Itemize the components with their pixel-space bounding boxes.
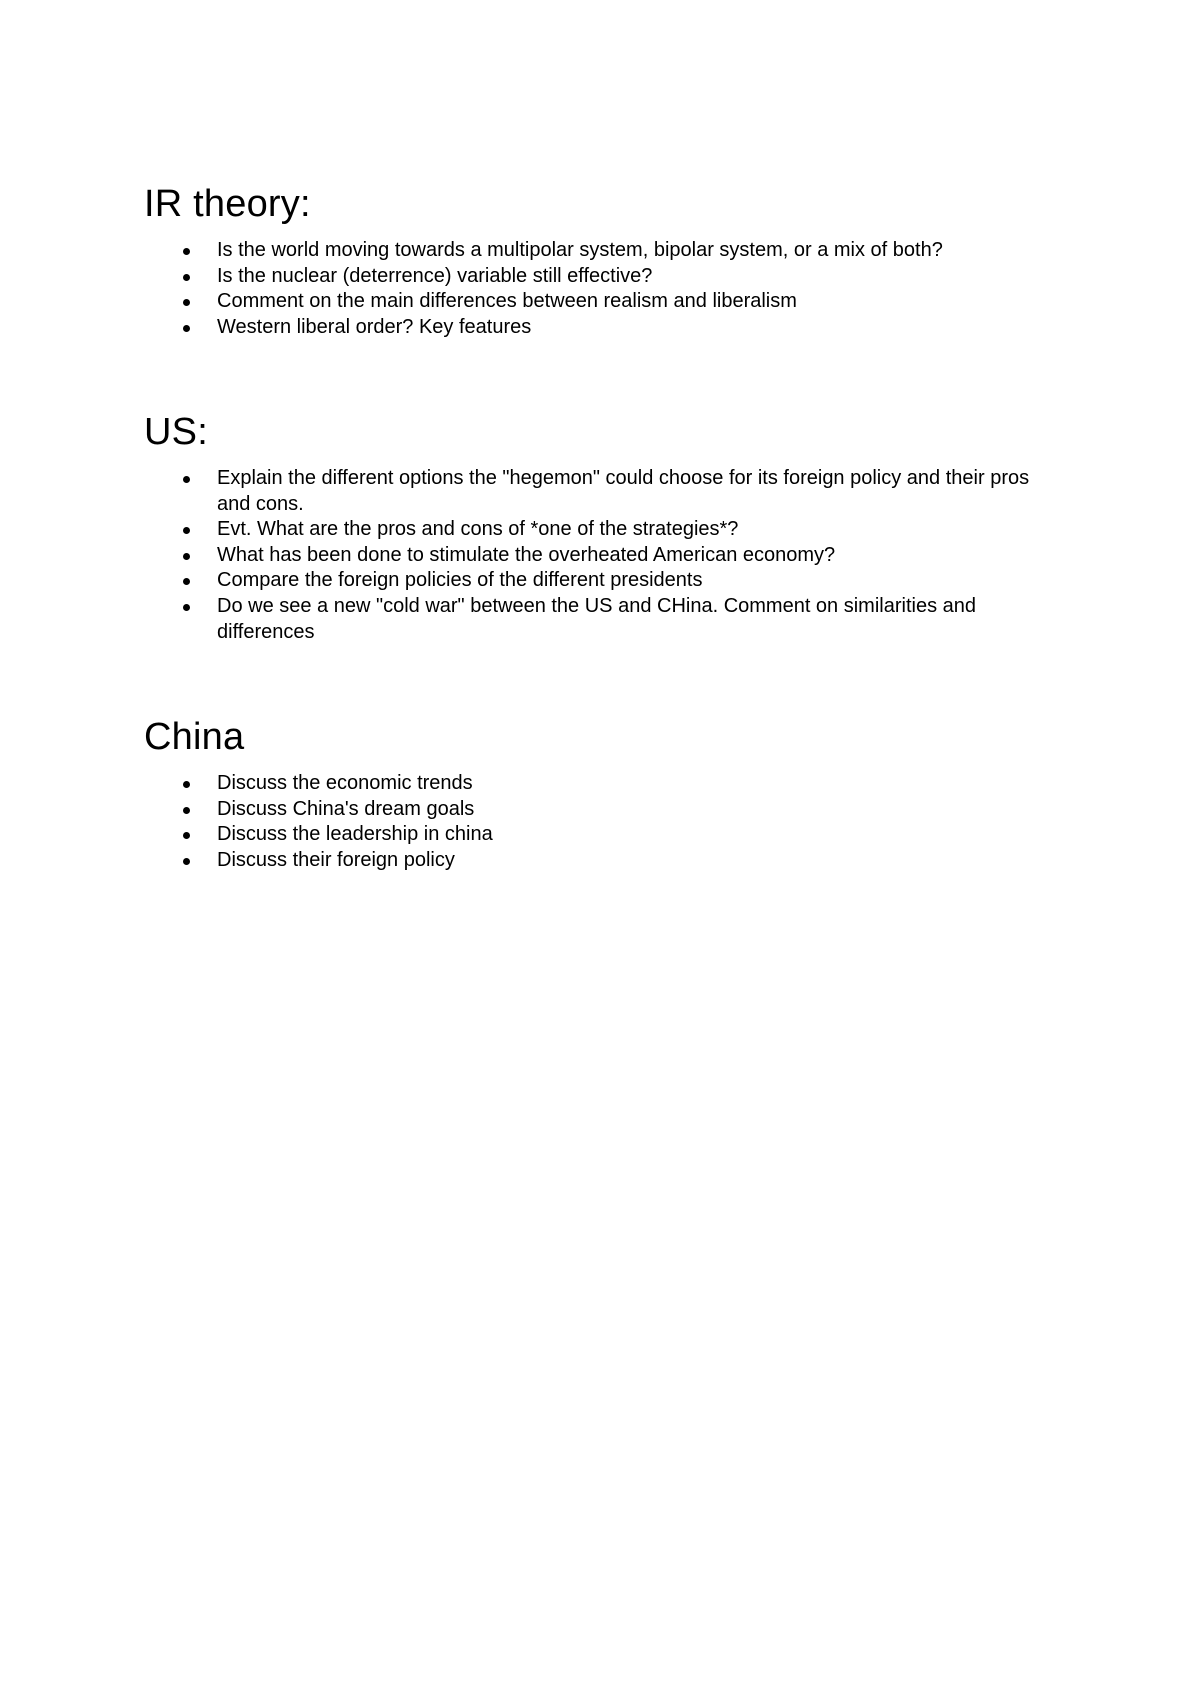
list-item — [144, 797, 1064, 823]
list-item — [144, 848, 1064, 874]
list-item — [144, 594, 1064, 645]
list-item-text: Explain the different options the "hegemon" could choose for its foreign policy and their pros and cons. — [217, 467, 1030, 515]
bullet-icon — [183, 858, 190, 865]
list-item — [144, 822, 1064, 848]
list-item-text: Compare the foreign policies of the different presidents — [217, 569, 703, 592]
list-item-text: Western liberal order? Key features — [217, 315, 532, 338]
list-item-text: Evt. What are the pros and cons of *one of the strategies*? — [217, 518, 739, 541]
list-item — [144, 289, 1064, 315]
section-china — [144, 713, 1064, 873]
section-heading: IR theory: — [144, 183, 311, 225]
list-item — [144, 315, 1064, 341]
list-item-text: Discuss China's dream goals — [217, 797, 475, 820]
section-ir-theory — [144, 180, 1064, 340]
bullet-list — [144, 238, 1064, 340]
bullet-icon — [183, 274, 190, 281]
list-item-text: Discuss the economic trends — [217, 772, 473, 794]
bullet-icon — [183, 527, 190, 534]
bullet-icon — [183, 781, 190, 788]
list-item-text: Discuss their foreign policy — [217, 848, 455, 871]
bullet-icon — [183, 832, 190, 839]
list-item — [144, 771, 1064, 797]
bullet-icon — [183, 807, 190, 814]
list-item-text: Is the world moving towards a multipolar system, bipolar system, or a mix of both? — [217, 239, 943, 261]
list-item-text: Do we see a new "cold war" between the US and CHina. Comment on similarities and differences — [217, 594, 977, 643]
list-item — [144, 466, 1064, 517]
bullet-list — [144, 771, 1064, 873]
list-item — [144, 568, 1064, 594]
section-heading: China — [144, 716, 245, 758]
list-item — [144, 517, 1064, 543]
bullet-icon — [183, 578, 190, 585]
list-item-text: Discuss the leadership in china — [217, 823, 493, 846]
bullet-icon — [183, 476, 190, 483]
bullet-icon — [183, 299, 190, 306]
bullet-icon — [183, 604, 190, 611]
list-item-text: Comment on the main differences between realism and liberalism — [217, 290, 797, 313]
bullet-icon — [183, 248, 190, 255]
bullet-icon — [183, 325, 190, 332]
list-item — [144, 238, 1064, 264]
list-item-text: What has been done to stimulate the overheated American economy? — [217, 543, 836, 566]
list-item — [144, 543, 1064, 569]
section-us — [144, 408, 1064, 645]
list-item-text: Is the nuclear (deterrence) variable still effective? — [217, 264, 653, 287]
bullet-icon — [183, 553, 190, 560]
section-heading: US: — [144, 411, 208, 453]
list-item — [144, 264, 1064, 290]
bullet-list — [144, 466, 1064, 645]
